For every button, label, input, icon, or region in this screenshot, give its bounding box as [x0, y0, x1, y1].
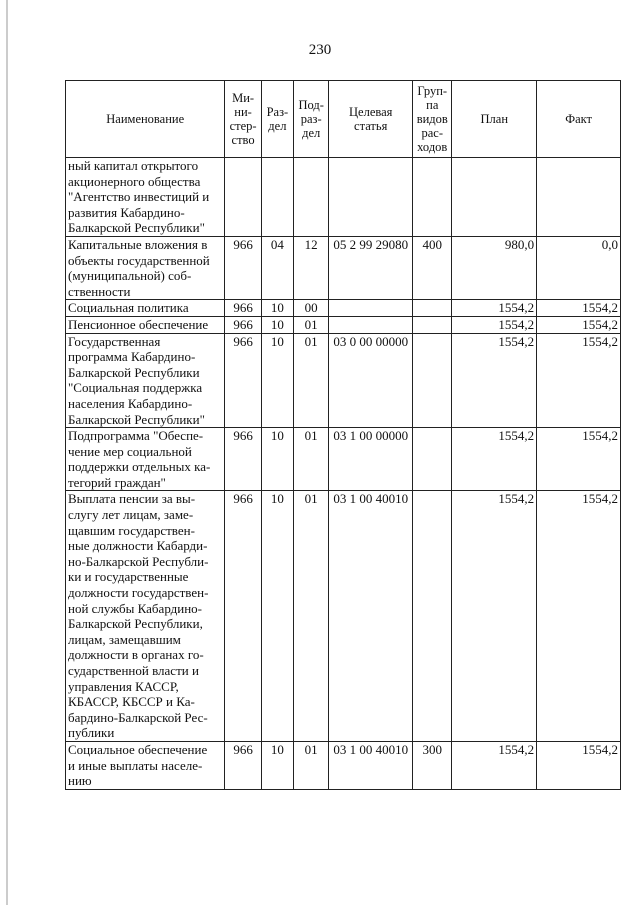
- header-ministry: Ми- ни- стер- ство: [225, 81, 261, 158]
- cell-subsection: 01: [294, 741, 329, 789]
- header-section: Раз- дел: [261, 81, 293, 158]
- cell-name: Подпрограмма "Обеспе- чение мер социальной поддержки отдельных ка- тегорий граждан": [66, 428, 225, 491]
- header-subsection: Под- раз- дел: [294, 81, 329, 158]
- cell-target: [329, 300, 413, 317]
- cell-target: 05 2 99 29080: [329, 236, 413, 299]
- cell-section: 10: [261, 741, 293, 789]
- cell-fact: 1554,2: [537, 741, 621, 789]
- cell-section: 10: [261, 316, 293, 333]
- cell-fact: 1554,2: [537, 333, 621, 428]
- header-group: Груп- па видов рас- ходов: [413, 81, 452, 158]
- cell-section: [261, 158, 293, 237]
- cell-target: 03 1 00 40010: [329, 741, 413, 789]
- cell-subsection: [294, 158, 329, 237]
- cell-subsection: 01: [294, 316, 329, 333]
- page-number: 230: [308, 42, 332, 58]
- scan-margin-line: [6, 0, 8, 905]
- cell-fact: 1554,2: [537, 428, 621, 491]
- cell-ministry: 966: [225, 491, 261, 742]
- table-header-row: [66, 81, 621, 158]
- cell-target: [329, 158, 413, 237]
- cell-name: ный капитал открытого акционерного общества "Агентство инвестиций и развития Кабардино- Балкарской Республики": [66, 158, 225, 237]
- cell-fact: [537, 158, 621, 237]
- cell-section: 10: [261, 333, 293, 428]
- cell-name: Капитальные вложения в объекты государственной (муниципальной) соб- ственности: [66, 236, 225, 299]
- cell-subsection: 01: [294, 491, 329, 742]
- cell-plan: 1554,2: [452, 300, 537, 317]
- table-row: [66, 158, 621, 237]
- cell-ministry: 966: [225, 333, 261, 428]
- cell-plan: 1554,2: [452, 333, 537, 428]
- cell-plan: [452, 158, 537, 237]
- cell-plan: 1554,2: [452, 491, 537, 742]
- cell-fact: 0,0: [537, 236, 621, 299]
- cell-fact: 1554,2: [537, 491, 621, 742]
- cell-subsection: 12: [294, 236, 329, 299]
- table-row: [66, 333, 621, 428]
- cell-name: Социальная политика: [66, 300, 225, 317]
- cell-name: Выплата пенсии за вы- слугу лет лицам, заме- щавшим государствен- ные должности Кабарди- но-Балкарской Республи- ки и государственные должности государствен- ной службы Кабардино- Балкарской Республики, лицам, замещавшим должности в органах го- сударственной власти и управления КАССР, КБАССР, КБССР и Ка- бардино-Балкарской Рес- публики: [66, 491, 225, 742]
- cell-section: 10: [261, 300, 293, 317]
- cell-group: 400: [413, 236, 452, 299]
- cell-target: 03 0 00 00000: [329, 333, 413, 428]
- cell-target: 03 1 00 40010: [329, 491, 413, 742]
- table-row: [66, 741, 621, 789]
- cell-subsection: 01: [294, 333, 329, 428]
- cell-section: 04: [261, 236, 293, 299]
- cell-ministry: 966: [225, 300, 261, 317]
- cell-name: Государственная программа Кабардино- Балкарской Республики "Социальная поддержка населения Кабардино- Балкарской Республики": [66, 333, 225, 428]
- cell-plan: 980,0: [452, 236, 537, 299]
- cell-plan: 1554,2: [452, 741, 537, 789]
- cell-group: [413, 300, 452, 317]
- cell-group: [413, 316, 452, 333]
- header-name: Наименование: [66, 81, 225, 158]
- table-row: [66, 316, 621, 333]
- cell-section: 10: [261, 491, 293, 742]
- cell-name: Пенсионное обеспечение: [66, 316, 225, 333]
- cell-ministry: 966: [225, 741, 261, 789]
- cell-subsection: 01: [294, 428, 329, 491]
- cell-subsection: 00: [294, 300, 329, 317]
- cell-group: [413, 158, 452, 237]
- cell-target: [329, 316, 413, 333]
- cell-group: [413, 428, 452, 491]
- cell-ministry: 966: [225, 236, 261, 299]
- cell-plan: 1554,2: [452, 428, 537, 491]
- cell-group: [413, 491, 452, 742]
- table-row: [66, 491, 621, 742]
- cell-target: 03 1 00 00000: [329, 428, 413, 491]
- header-plan: План: [452, 81, 537, 158]
- cell-ministry: [225, 158, 261, 237]
- budget-table: [65, 80, 621, 790]
- cell-fact: 1554,2: [537, 316, 621, 333]
- cell-group: [413, 333, 452, 428]
- header-fact: Факт: [537, 81, 621, 158]
- cell-ministry: 966: [225, 428, 261, 491]
- cell-fact: 1554,2: [537, 300, 621, 317]
- table-row: [66, 236, 621, 299]
- table-row: [66, 428, 621, 491]
- header-target: Целевая статья: [329, 81, 413, 158]
- cell-group: 300: [413, 741, 452, 789]
- cell-name: Социальное обеспечение и иные выплаты населе- нию: [66, 741, 225, 789]
- cell-plan: 1554,2: [452, 316, 537, 333]
- table-row: [66, 300, 621, 317]
- cell-ministry: 966: [225, 316, 261, 333]
- cell-section: 10: [261, 428, 293, 491]
